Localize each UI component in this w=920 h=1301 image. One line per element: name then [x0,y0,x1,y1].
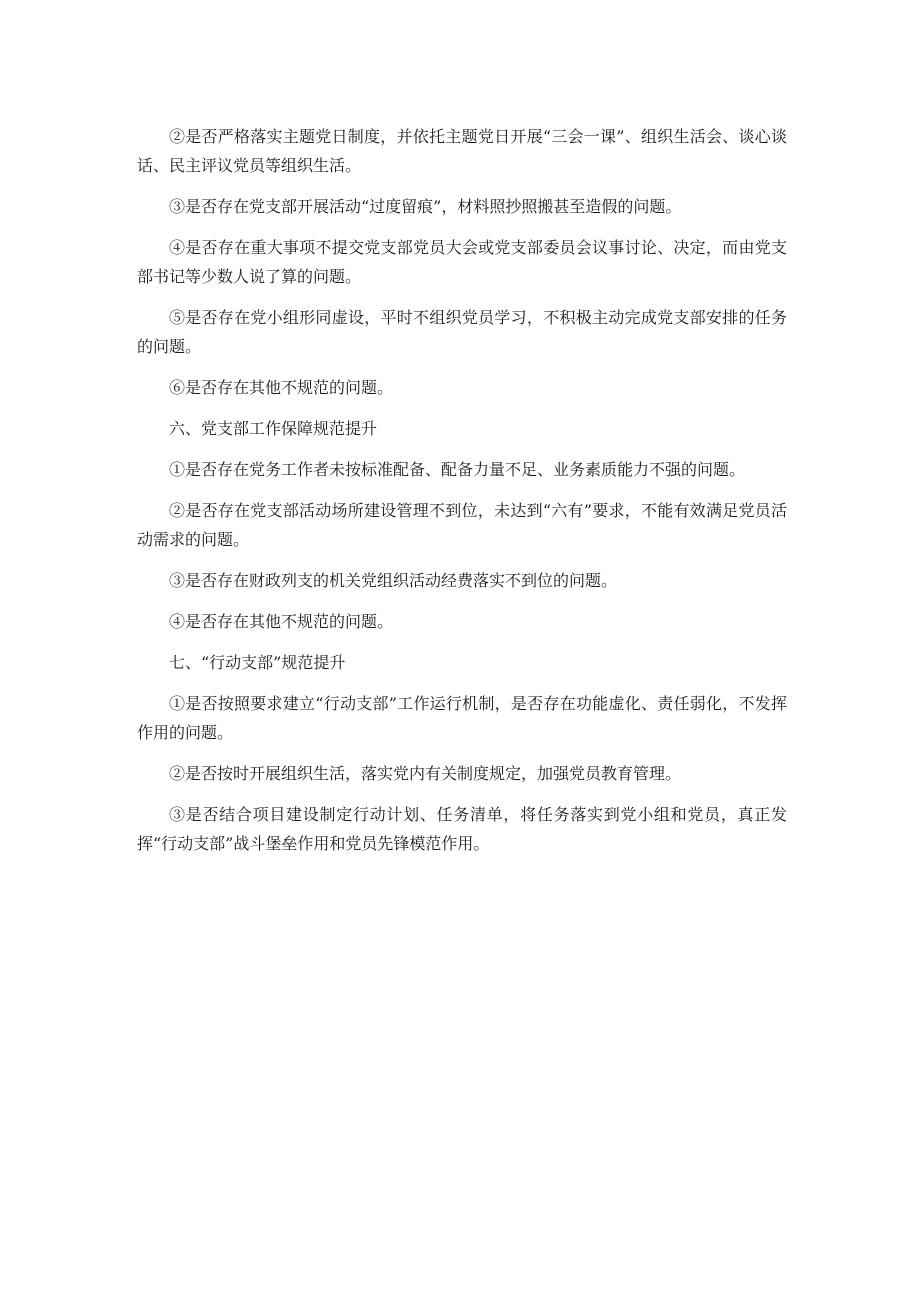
paragraph-theme-party-day: ②是否严格落实主题党日制度，并依托主题党日开展“三会一课”、组织生活会、谈心谈话、民主评议党员等组织生活。 [137,127,787,175]
section-heading-seven: 七、“行动支部”规范提升 [169,653,346,672]
paragraph-activity-venue: ②是否存在党支部活动场所建设管理不到位，未达到“六有”要求，不能有效满足党员活动需求的问题。 [137,501,787,549]
section-heading-six: 六、党支部工作保障规范提升 [169,419,378,438]
paragraph-action-branch-mechanism: ①是否按照要求建立“行动支部”工作运行机制，是否存在功能虚化、责任弱化，不发挥作用的问题。 [137,694,787,742]
paragraph-organizational-life: ②是否按时开展组织生活，落实党内有关制度规定，加强党员教育管理。 [169,764,682,783]
paragraph-major-matters: ④是否存在重大事项不提交党支部党员大会或党支部委员会议事讨论、决定，而由党支部书记等少数人说了算的问题。 [137,238,787,286]
paragraph-action-plan: ③是否结合项目建设制定行动计划、任务清单，将任务落实到党小组和党员，真正发挥“行动支部”战斗堡垒作用和党员先锋模范作用。 [137,805,787,853]
paragraph-activity-funding: ③是否存在财政列支的机关党组织活动经费落实不到位的问题。 [169,571,618,590]
paragraph-other-issues-2: ④是否存在其他不规范的问题。 [169,612,394,631]
paragraph-excessive-traces: ③是否存在党支部开展活动“过度留痕”，材料照抄照搬甚至造假的问题。 [169,197,682,216]
paragraph-other-issues-1: ⑥是否存在其他不规范的问题。 [169,378,394,397]
paragraph-party-workers: ①是否存在党务工作者未按标准配备、配备力量不足、业务素质能力不强的问题。 [169,460,746,479]
document-body [137,122,787,870]
paragraph-party-group: ⑤是否存在党小组形同虚设，平时不组织党员学习，不积极主动完成党支部安排的任务的问题。 [137,308,787,356]
